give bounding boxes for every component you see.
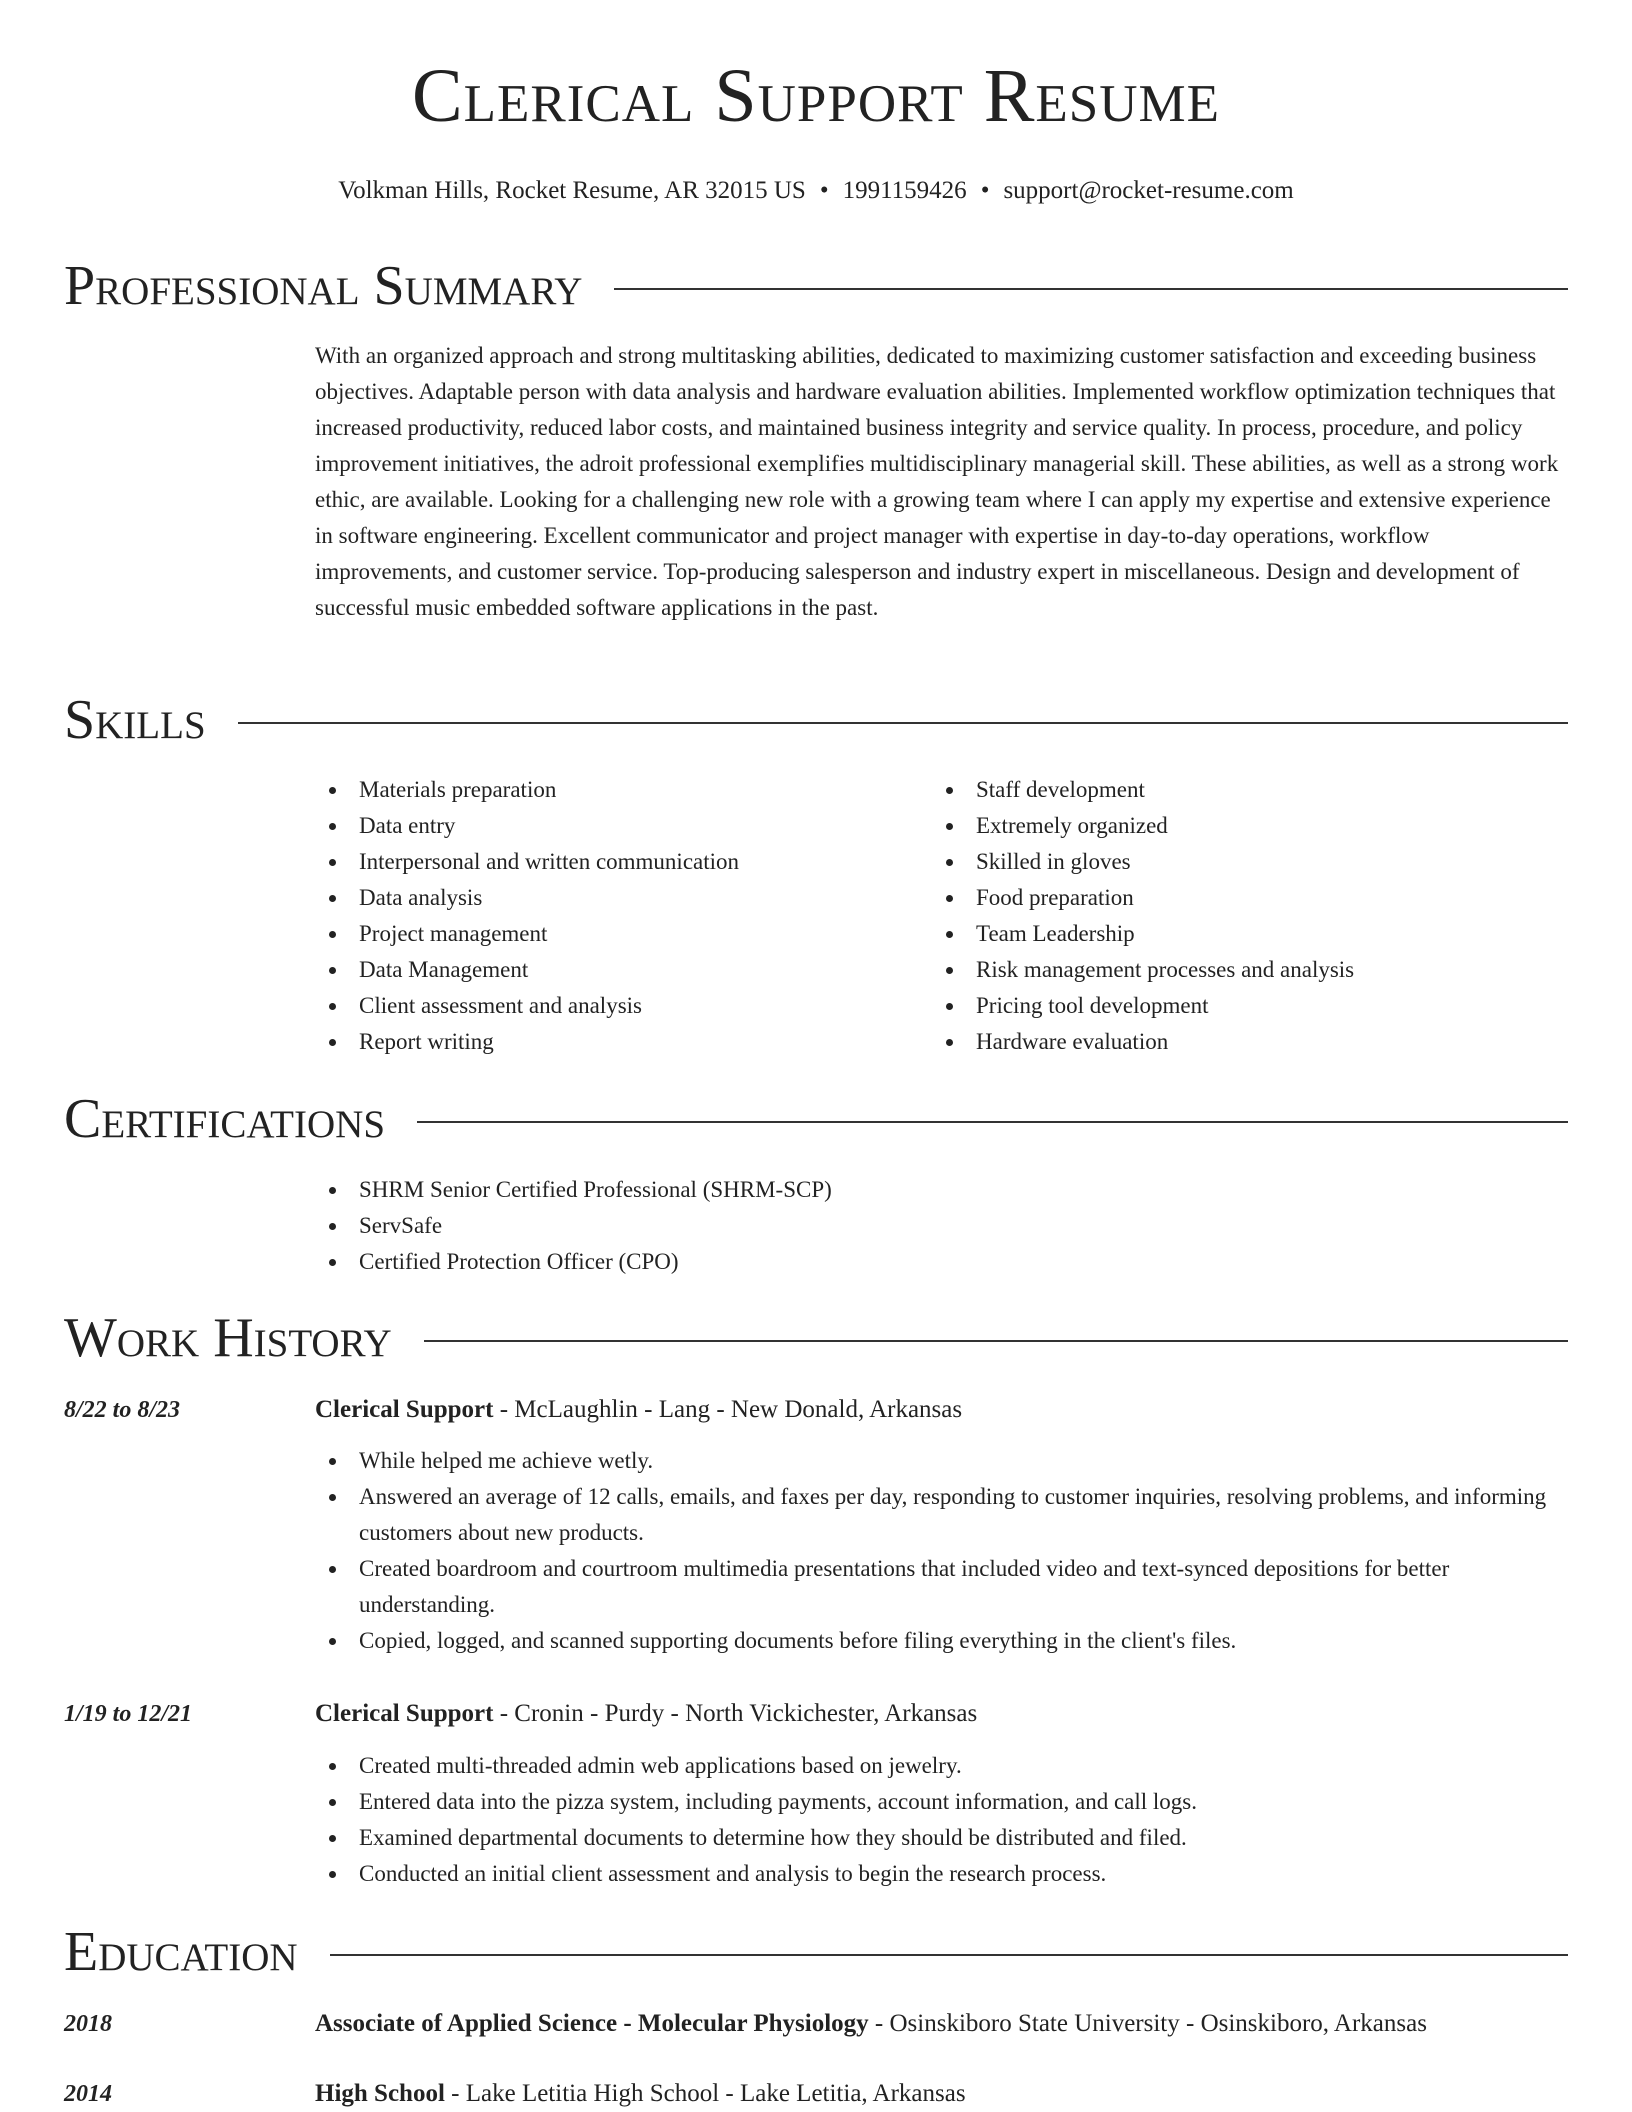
certification-item: Certified Protection Officer (CPO)	[315, 1244, 1568, 1280]
job-title-line	[315, 1392, 1568, 1428]
skill-item: Data entry	[315, 808, 932, 844]
section-title: Skills	[64, 689, 206, 751]
contact-address: Volkman Hills, Rocket Resume, AR 32015 US	[338, 177, 806, 204]
job-title-line	[315, 1696, 1568, 1732]
resume-title: Clerical Support Resume	[411, 54, 1221, 138]
skill-item: Extremely organized	[932, 808, 1549, 844]
section-title: Work History	[64, 1307, 392, 1369]
contact-separator: •	[980, 177, 990, 204]
section-title: Professional Summary	[64, 255, 583, 317]
section-rule	[238, 722, 1568, 724]
contact-line	[0, 176, 1632, 206]
skill-item: Data analysis	[315, 880, 932, 916]
skill-item: Hardware evaluation	[932, 1024, 1549, 1060]
skill-item: Food preparation	[932, 880, 1549, 916]
education-school: - Osinskiboro State University - Osinskiboro, Arkansas	[868, 2010, 1427, 2037]
section-heading-certifications	[64, 1089, 1568, 1149]
job-bullets	[315, 1748, 1568, 1892]
section-rule	[417, 1121, 1568, 1123]
education-year: 2018	[64, 2011, 112, 2037]
education-school: - Lake Letitia High School - Lake Letitia, Arkansas	[444, 2080, 966, 2107]
skill-item: Materials preparation	[315, 772, 932, 808]
skill-item: Pricing tool development	[932, 988, 1549, 1024]
contact-email[interactable]: support@rocket-resume.com	[1003, 177, 1294, 204]
skills-column-right	[932, 772, 1549, 1060]
skill-item: Risk management processes and analysis	[932, 952, 1549, 988]
job-bullet: Entered data into the pizza system, including payments, account information, and call logs.	[315, 1784, 1568, 1820]
section-title: Certifications	[64, 1088, 386, 1150]
education-degree: Associate of Applied Science - Molecular Physiology	[315, 2010, 869, 2037]
skill-item: Project management	[315, 916, 932, 952]
section-heading-skills	[64, 690, 1568, 750]
skills-list	[315, 772, 1568, 1060]
education-degree: High School	[315, 2080, 445, 2107]
skill-item: Data Management	[315, 952, 932, 988]
skills-column-left	[315, 772, 932, 1060]
job-bullet: Created boardroom and courtroom multimedia presentations that included video and text-synced depositions for better understanding.	[315, 1551, 1568, 1623]
education-line	[315, 2006, 1568, 2042]
job-employer: - McLaughlin - Lang - New Donald, Arkansas	[493, 1396, 963, 1423]
certification-item: ServSafe	[315, 1208, 1568, 1244]
certification-item: SHRM Senior Certified Professional (SHRM-SCP)	[315, 1172, 1568, 1208]
job-bullet: Examined departmental documents to determine how they should be distributed and filed.	[315, 1820, 1568, 1856]
education-year: 2014	[64, 2081, 112, 2107]
job-bullet: Copied, logged, and scanned supporting documents before filing everything in the client's files.	[315, 1623, 1568, 1659]
job-bullet: While helped me achieve wetly.	[315, 1443, 1568, 1479]
section-heading-summary	[64, 256, 1568, 316]
job-bullet: Conducted an initial client assessment and analysis to begin the research process.	[315, 1856, 1568, 1892]
job-dates: 1/19 to 12/21	[64, 1701, 193, 1727]
section-title: Education	[64, 1921, 298, 1983]
skill-item: Staff development	[932, 772, 1549, 808]
job-employer: - Cronin - Purdy - North Vickichester, Arkansas	[493, 1700, 978, 1727]
job-title: Clerical Support	[315, 1700, 494, 1727]
skill-item: Team Leadership	[932, 916, 1549, 952]
job-title: Clerical Support	[315, 1396, 494, 1423]
contact-separator: •	[819, 177, 829, 204]
section-rule	[614, 288, 1568, 290]
skill-item: Interpersonal and written communication	[315, 844, 932, 880]
job-bullet: Created multi-threaded admin web applications based on jewelry.	[315, 1748, 1568, 1784]
contact-phone: 1991159426	[842, 177, 967, 204]
section-rule	[424, 1340, 1568, 1342]
summary-text: With an organized approach and strong multitasking abilities, dedicated to maximizing customer satisfaction and exceeding business objectives. Adaptable person with data analysis and hardware evaluation abilities. Implemented workflow optimization techniques that increased productivity, reduced labor costs, and maintained business integrity and service quality. In process, procedure, and policy improvement initiatives, the adroit professional exemplifies multidisciplinary managerial skill. These abilities, as well as a strong work ethic, are available. Looking for a challenging new role with a growing team where I can apply my expertise and extensive experience in software engineering. Excellent communicator and project manager with expertise in day-to-day operations, workflow improvements, and customer service. Top-producing salesperson and industry expert in miscellaneous. Design and development of successful music embedded software applications in the past.	[315, 343, 1559, 620]
job-bullet: Answered an average of 12 calls, emails, and faxes per day, responding to customer inquiries, resolving problems, and informing customers about new products.	[315, 1479, 1568, 1551]
section-heading-education	[64, 1922, 1568, 1982]
section-heading-work-history	[64, 1308, 1568, 1368]
section-rule	[330, 1954, 1568, 1956]
education-line	[315, 2076, 1568, 2112]
skill-item: Skilled in gloves	[932, 844, 1549, 880]
skill-item: Client assessment and analysis	[315, 988, 932, 1024]
job-bullets	[315, 1443, 1568, 1659]
job-dates: 8/22 to 8/23	[64, 1397, 181, 1423]
skill-item: Report writing	[315, 1024, 932, 1060]
certifications-list	[315, 1172, 1568, 1280]
